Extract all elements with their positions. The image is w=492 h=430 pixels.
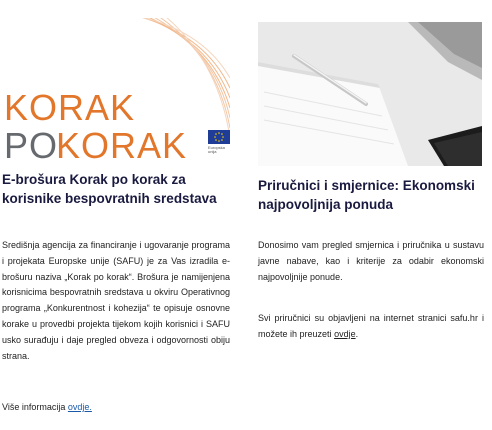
korak-po-korak-banner[interactable] [2,18,230,180]
eu-flag-icon [208,130,230,144]
right-heading[interactable]: Priručnici i smjernice: Ekonomski najpovoljnija ponuda [258,178,475,212]
more-info-link[interactable]: ovdje. [67,402,92,412]
notebook-laptop-photo[interactable] [258,22,482,166]
right-paragraph-2-end: . [355,328,359,339]
left-article [2,0,230,180]
right-paragraph-2-text: Svi priručnici su objavljeni na internet stranici safu.hr i možete ih preuzeti [258,313,484,339]
right-article [258,0,482,166]
left-heading[interactable]: E-brošura Korak po korak za korisnike bespovratnih sredstava [2,172,217,206]
banner-word-korak-2: KORAK [56,125,188,166]
photo-illustration [258,22,482,166]
banner-word-po: PO [4,125,59,166]
left-paragraph: Središnja agencija za financiranje i ugovaranje programa i projekata Europske unije (SAFU) je za Vas izradila e-brošuru naziva „Korak po korak“. Brošura je namijenjena korisnicima bespovratnih sredstava u okviru Operativnog programa „Konkurentnost i kohezija“ te opisuje osnovne korake u provedbi projekta tijekom kojih korisnici i SAFU usko surađuju i daje pregled obveza i odgovornosti obiju strana. [2,240,230,361]
left-more-info [2,400,230,416]
eu-caption: Europska unija [208,145,225,155]
right-paragraph-1: Donosimo vam pregled smjernica i priručnika u sustavu javne nabave, kao i kriterije za odabir ekonomski najpovoljnije ponude. [258,240,484,282]
download-link[interactable]: ovdje [334,328,356,339]
right-paragraph-2 [258,311,484,343]
banner-word-korak: KORAK [4,87,136,128]
more-info-text: Više informacija [2,402,66,412]
